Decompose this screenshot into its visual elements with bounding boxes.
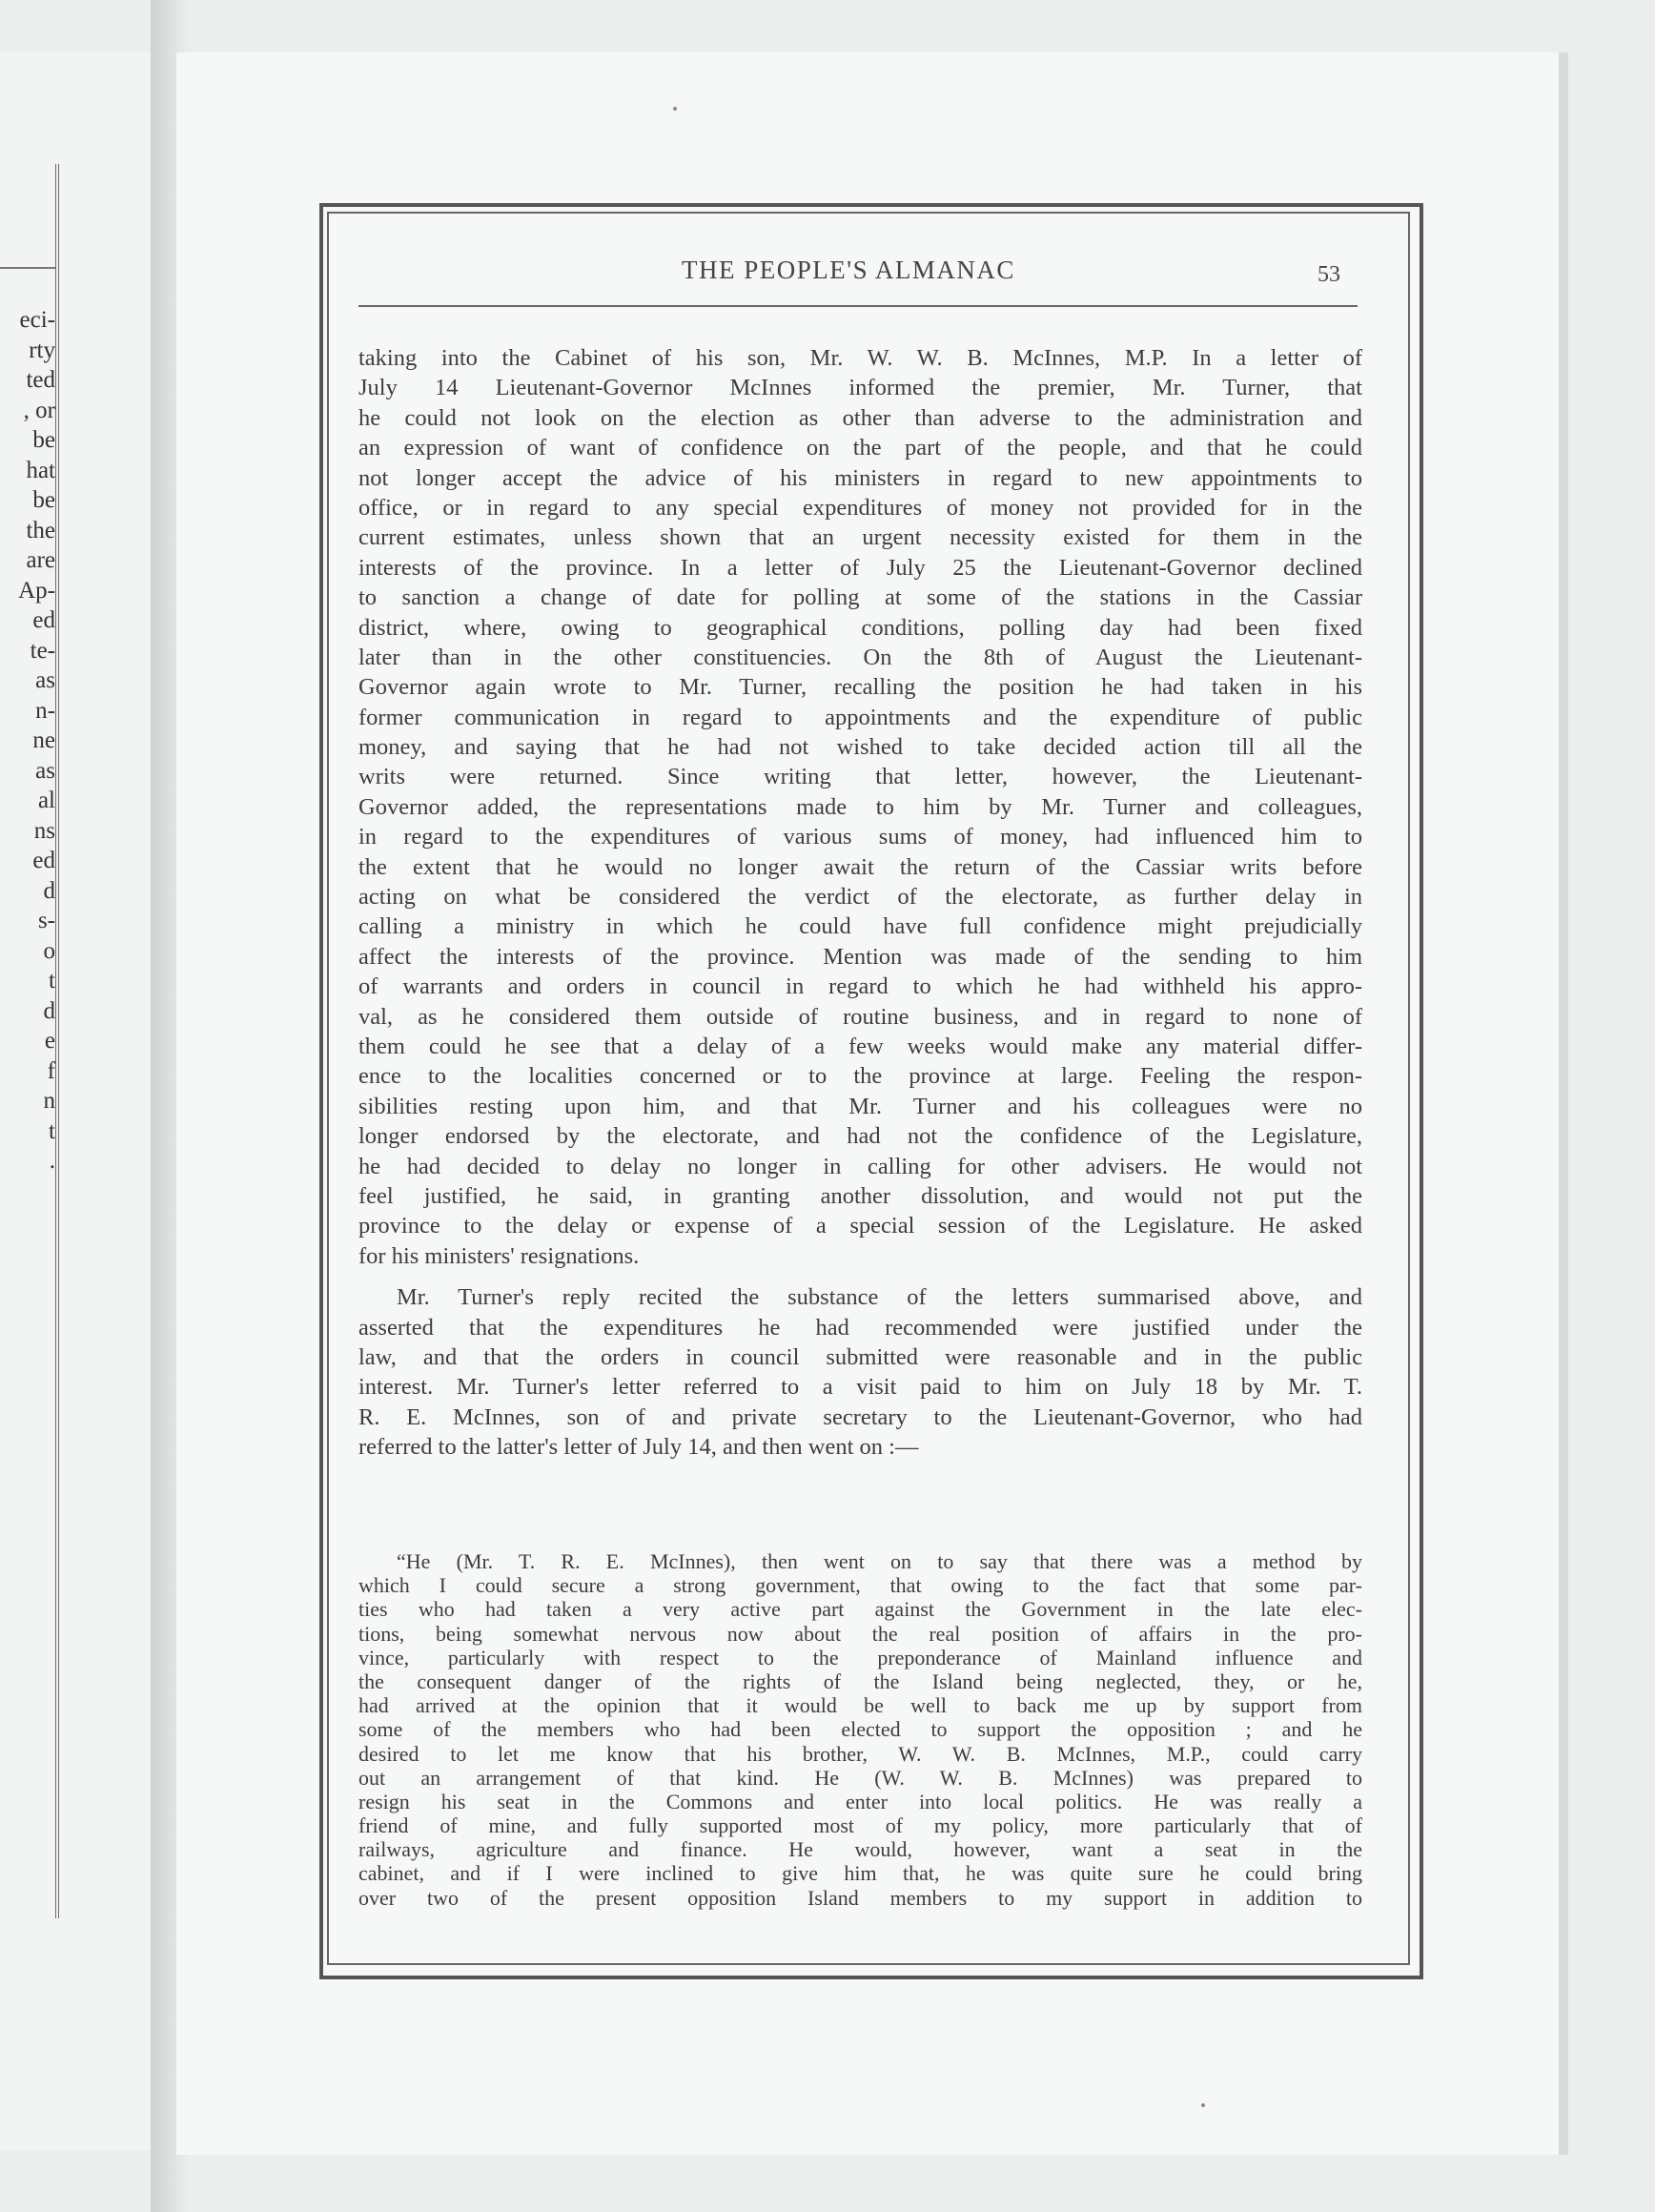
text-line: he could not look on the election as other than adverse to the administration and	[358, 404, 1362, 431]
text-line: resign his seat in the Commons and enter into local politics. He was really a	[358, 1789, 1362, 1813]
left-fragment: be	[32, 487, 55, 513]
left-fragment: ne	[32, 727, 55, 753]
left-fragment: o	[43, 937, 55, 964]
text-line: asserted that the expenditures he had recommended were justified under the	[358, 1314, 1362, 1341]
left-fragment: ns	[33, 817, 55, 844]
text-line: in regard to the expenditures of various sums of money, had influenced him to	[358, 824, 1362, 850]
text-line: calling a ministry in which he could have full confidence might prejudicially	[358, 913, 1362, 940]
text-line: railways, agriculture and finance. He would, however, want a seat in the	[358, 1837, 1362, 1862]
text-line: he had decided to delay no longer in calling for other advisers. He would not	[358, 1153, 1362, 1179]
text-line: law, and that the orders in council submitted were reasonable and in the public	[358, 1343, 1362, 1370]
text-line: friend of mine, and fully supported most of my policy, more particularly that of	[358, 1813, 1362, 1838]
left-fragment: t	[49, 1117, 55, 1144]
left-fragment: n	[43, 1088, 55, 1114]
text-line: interests of the province. In a letter of July 25 the Lieutenant-Governor declined	[358, 554, 1362, 581]
left-fragment: e	[44, 1028, 55, 1054]
text-line: July 14 Lieutenant-Governor McInnes informed the premier, Mr. Turner, that	[358, 375, 1362, 401]
text-line: which I could secure a strong government, that owing to the fact that some par-	[358, 1573, 1362, 1598]
text-line: them could he see that a delay of a few weeks would make any material differ-	[358, 1033, 1362, 1059]
text-line: office, or in regard to any special expenditures of money not provided for in the	[358, 494, 1362, 521]
left-fragment: hat	[26, 457, 55, 483]
left-fragment: n-	[35, 697, 55, 724]
left-page-rule	[0, 267, 55, 269]
left-fragment: , or	[23, 397, 55, 423]
body-text	[358, 343, 1362, 1462]
text-line: current estimates, unless shown that an urgent necessity existed for them in the	[358, 524, 1362, 551]
text-line: cabinet, and if I were inclined to give him that, he was quite sure he could bring	[358, 1861, 1362, 1886]
text-line: acting on what be considered the verdict of the electorate, as further delay in	[358, 884, 1362, 911]
text-line: Governor added, the representations made to him by Mr. Turner and colleagues,	[358, 793, 1362, 820]
text-line: longer endorsed by the electorate, and had not the confidence of the Legislature,	[358, 1123, 1362, 1150]
left-fragment: ed	[32, 848, 55, 873]
left-fragment: d	[43, 997, 55, 1024]
text-line: vince, particularly with respect to the preponderance of Mainland influence and	[358, 1645, 1362, 1669]
left-page-text-fragments	[0, 305, 55, 1177]
text-line: for his ministers' resignations.	[358, 1242, 640, 1269]
text-line: Governor again wrote to Mr. Turner, recalling the position he had taken in his	[358, 674, 1362, 701]
text-line: later than in the other constituencies. On the 8th of August the Lieutenant-	[358, 644, 1362, 670]
left-fragment: d	[43, 877, 55, 904]
text-line: over two of the present opposition Island members to my support in addition to	[358, 1885, 1362, 1910]
left-fragment: Ap-	[18, 577, 55, 604]
header-rule	[358, 305, 1358, 307]
text-line: taking into the Cabinet of his son, Mr. W. W. B. McInnes, M.P. In a letter of	[358, 345, 1362, 371]
text-line: tions, being somewhat nervous now about the real position of affairs in the pro-	[358, 1621, 1362, 1646]
paper-speck	[673, 107, 677, 111]
text-line: Mr. Turner's reply recited the substance of the letters summarised above, and	[397, 1284, 1362, 1311]
left-fragment: the	[26, 517, 55, 543]
text-line: “He (Mr. T. R. E. McInnes), then went on to say that there was a method by	[397, 1549, 1362, 1573]
text-line: district, where, owing to geographical conditions, polling day had been fixed	[358, 614, 1362, 641]
text-line: an expression of want of confidence on the part of the people, and that he could	[358, 435, 1362, 461]
text-line: former communication in regard to appointments and the expenditure of public	[358, 704, 1362, 730]
left-fragment: ed	[32, 607, 55, 633]
left-fragment: ted	[26, 367, 55, 393]
paper-speck	[1201, 2103, 1205, 2107]
left-fragment: te-	[30, 637, 55, 664]
text-line: the consequent danger of the rights of the Island being neglected, they, or he,	[358, 1669, 1362, 1693]
text-line: feel justified, he said, in granting another dissolution, and would not put the	[358, 1182, 1362, 1209]
left-fragment: f	[47, 1057, 55, 1084]
running-title: THE PEOPLE'S ALMANAC	[682, 256, 1015, 284]
text-line: ties who had taken a very active part against the Government in the late elec-	[358, 1597, 1362, 1622]
left-fragment: .	[49, 1148, 55, 1174]
left-fragment: al	[37, 788, 55, 813]
text-line: desired to let me know that his brother, W. W. B. McInnes, M.P., could carry	[358, 1741, 1362, 1766]
text-line: of warrants and orders in council in regard to which he had withheld his appro-	[358, 973, 1362, 1000]
left-fragment: be	[32, 427, 55, 453]
text-line: ence to the localities concerned or to the province at large. Feeling the respon-	[358, 1063, 1362, 1090]
text-line: to sanction a change of date for polling at some of the stations in the Cassiar	[358, 584, 1362, 611]
text-line: province to the delay or expense of a special session of the Legislature. He asked	[358, 1213, 1362, 1239]
left-fragment: as	[35, 757, 55, 784]
left-fragment: s-	[37, 908, 55, 933]
text-line: sibilities resting upon him, and that Mr. Turner and his colleagues were no	[358, 1093, 1362, 1119]
left-fragment: t	[49, 968, 55, 993]
paragraph-1	[358, 343, 1362, 1271]
text-line: affect the interests of the province. Mention was made of the sending to him	[358, 943, 1362, 970]
text-line: out an arrangement of that kind. He (W. W. B. McInnes) was prepared to	[358, 1765, 1362, 1790]
page-number: 53	[1318, 262, 1340, 287]
paragraph-2	[358, 1282, 1362, 1462]
text-line: referred to the latter's letter of July 14, and then went on :—	[358, 1434, 919, 1461]
left-fragment: rty	[29, 337, 55, 363]
quoted-letter	[358, 1549, 1362, 1910]
text-line: some of the members who had been elected to support the opposition ; and he	[358, 1717, 1362, 1742]
text-line: writs were returned. Since writing that letter, however, the Lieutenant-	[358, 764, 1362, 790]
text-line: not longer accept the advice of his ministers in regard to new appointments to	[358, 464, 1362, 491]
text-line: the extent that he would no longer await the return of the Cassiar writs before	[358, 853, 1362, 880]
text-line: interest. Mr. Turner's letter referred to a visit paid to him on July 18 by Mr. T.	[358, 1374, 1362, 1401]
text-line: money, and saying that he had not wished to take decided action till all the	[358, 734, 1362, 761]
left-fragment: eci-	[19, 307, 55, 333]
left-fragment: as	[35, 667, 55, 693]
text-line: R. E. McInnes, son of and private secretary to the Lieutenant-Governor, who had	[358, 1403, 1362, 1430]
text-line: had arrived at the opinion that it would be well to back me up by support from	[358, 1693, 1362, 1718]
left-fragment: are	[26, 547, 55, 573]
text-line: val, as he considered them outside of routine business, and in regard to none of	[358, 1003, 1362, 1030]
